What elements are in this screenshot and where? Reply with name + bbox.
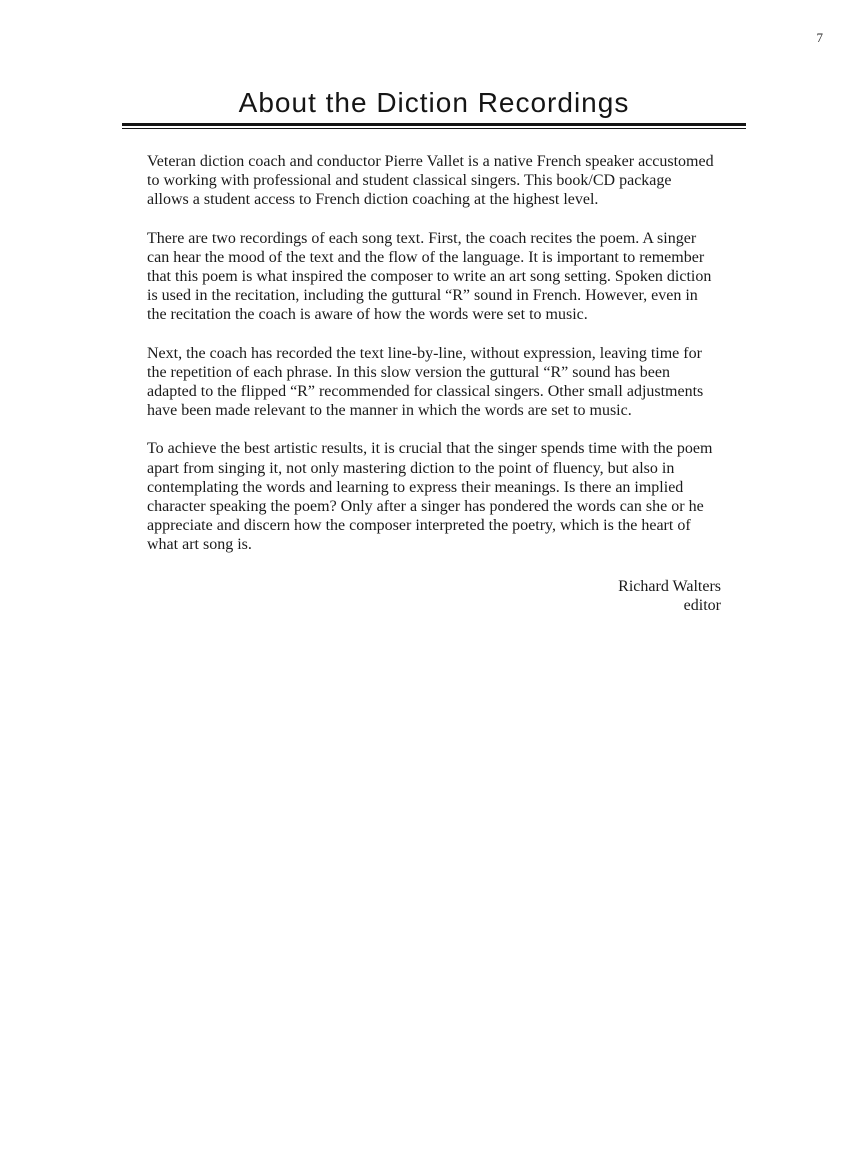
title-rule-thin bbox=[122, 128, 746, 129]
text-line: what art song is. bbox=[147, 536, 252, 554]
text-line: can hear the mood of the text and the flow of the language. It is important to remember bbox=[147, 248, 705, 266]
signature-role: editor bbox=[683, 596, 721, 614]
text-line: Next, the coach has recorded the text line-by-line, without expression, leaving time for bbox=[147, 344, 702, 362]
paragraph bbox=[147, 229, 747, 325]
text-line: is used in the recitation, including the guttural “R” sound in French. However, even in bbox=[147, 287, 698, 305]
text-line: adapted to the flipped “R” recommended for classical singers. Other small adjustments bbox=[147, 383, 704, 401]
text-line: that this poem is what inspired the composer to write an art song setting. Spoken diction bbox=[147, 268, 712, 286]
paragraph bbox=[147, 344, 747, 421]
signature-block bbox=[147, 577, 747, 615]
page-header bbox=[122, 86, 746, 129]
text-line: to working with professional and student classical singers. This book/CD package bbox=[147, 172, 672, 190]
paragraph bbox=[147, 152, 747, 210]
text-line: apart from singing it, not only mastering diction to the point of fluency, but also in bbox=[147, 459, 675, 477]
text-line: There are two recordings of each song text. First, the coach recites the poem. A singer bbox=[147, 229, 697, 247]
text-line: allows a student access to French diction coaching at the highest level. bbox=[147, 191, 599, 209]
text-line: To achieve the best artistic results, it is crucial that the singer spends time with the poem bbox=[147, 440, 713, 458]
body-text bbox=[147, 152, 747, 615]
text-line: the recitation the coach is aware of how the words were set to music. bbox=[147, 306, 588, 324]
title-rule bbox=[122, 123, 746, 129]
text-line: the repetition of each phrase. In this slow version the guttural “R” sound has been bbox=[147, 363, 670, 381]
text-line: have been made relevant to the manner in which the words are set to music. bbox=[147, 402, 632, 420]
text-line: character speaking the poem? Only after a singer has pondered the words can she or he bbox=[147, 498, 704, 516]
text-line: contemplating the words and learning to express their meanings. Is there an implied bbox=[147, 478, 684, 496]
signature-name: Richard Walters bbox=[618, 577, 721, 595]
title-rule-thick bbox=[122, 123, 746, 126]
page-number: 7 bbox=[816, 30, 823, 45]
text-line: Veteran diction coach and conductor Pierre Vallet is a native French speaker accustomed bbox=[147, 153, 714, 170]
page-title: About the Diction Recordings bbox=[238, 87, 630, 118]
paragraph bbox=[147, 439, 747, 554]
text-line: appreciate and discern how the composer interpreted the poetry, which is the heart of bbox=[147, 517, 691, 535]
